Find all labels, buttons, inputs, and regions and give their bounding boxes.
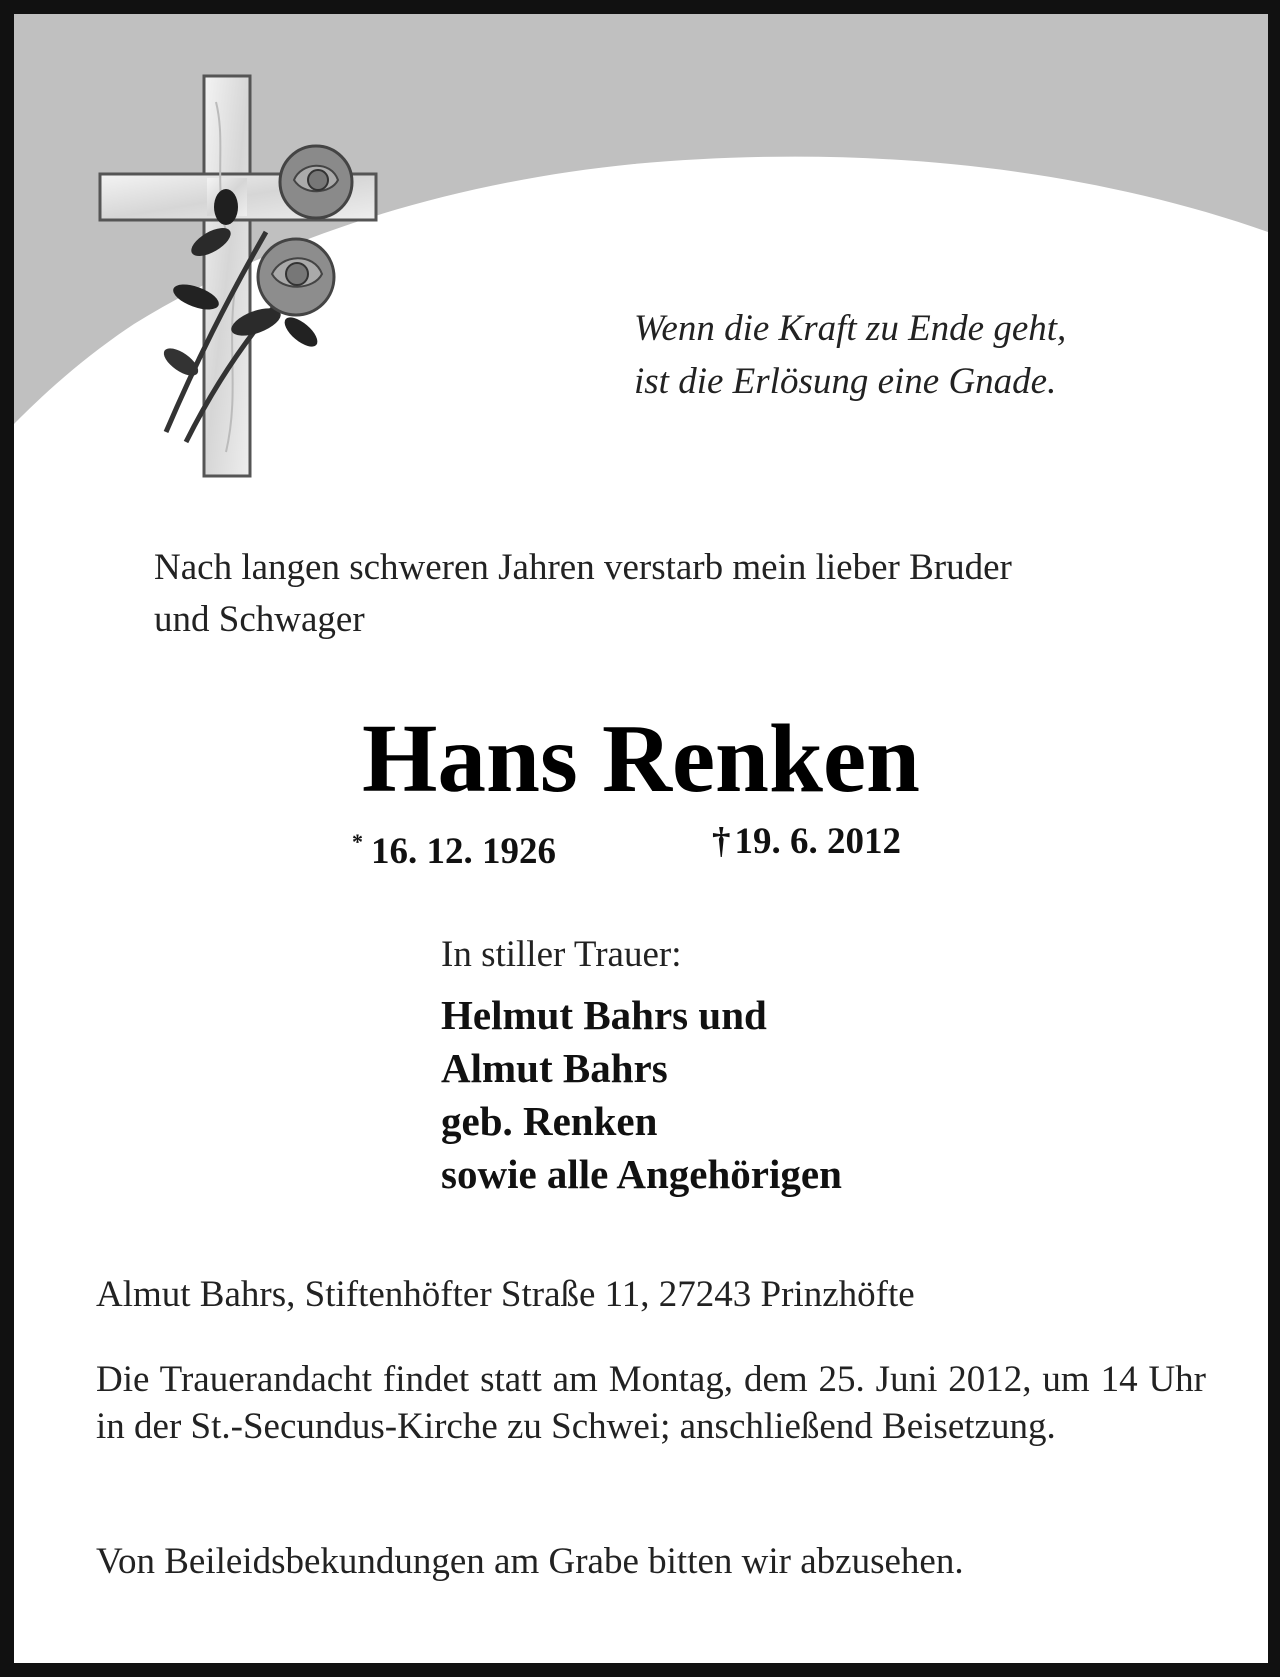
intro-line-1: Nach langen schweren Jahren verstarb mein lieber Bruder xyxy=(154,547,1012,588)
cross-with-roses-icon xyxy=(86,62,386,482)
death-date: 19. 6. 2012 xyxy=(734,821,901,862)
mourner-line: sowie alle Angehörigen xyxy=(441,1151,842,1197)
contact-address: Almut Bahrs, Stiftenhöfter Straße 11, 27243 Prinzhöfte xyxy=(96,1274,915,1315)
service-info: Die Trauerandacht findet statt am Montag, dem 25. Juni 2012, um 14 Uhr in der St.-Secundus-Kirche zu Schwei; anschließend Beisetzung. xyxy=(96,1359,1206,1447)
intro-line-2: und Schwager xyxy=(154,599,365,640)
mourner-line: Helmut Bahrs und xyxy=(441,992,767,1038)
mourners-list xyxy=(441,989,842,1201)
motto-quote xyxy=(634,302,1194,408)
motto-line-2: ist die Erlösung eine Gnade. xyxy=(634,361,1057,402)
death-date-block xyxy=(712,817,901,867)
condolence-note: Von Beileidsbekundungen am Grabe bitten wir abzusehen. xyxy=(96,1541,964,1582)
intro-text xyxy=(154,542,1194,646)
death-dagger-symbol: † xyxy=(712,821,731,862)
birth-date: 16. 12. 1926 xyxy=(371,831,556,872)
mourner-line: geb. Renken xyxy=(441,1098,658,1144)
mourning-label: In stiller Trauer: xyxy=(441,934,682,975)
motto-line-1: Wenn die Kraft zu Ende geht, xyxy=(634,308,1067,349)
birth-date-block xyxy=(352,817,556,872)
mourner-line: Almut Bahrs xyxy=(441,1045,668,1091)
birth-star-symbol: * xyxy=(352,829,363,854)
deceased-name: Hans Renken xyxy=(362,705,920,812)
